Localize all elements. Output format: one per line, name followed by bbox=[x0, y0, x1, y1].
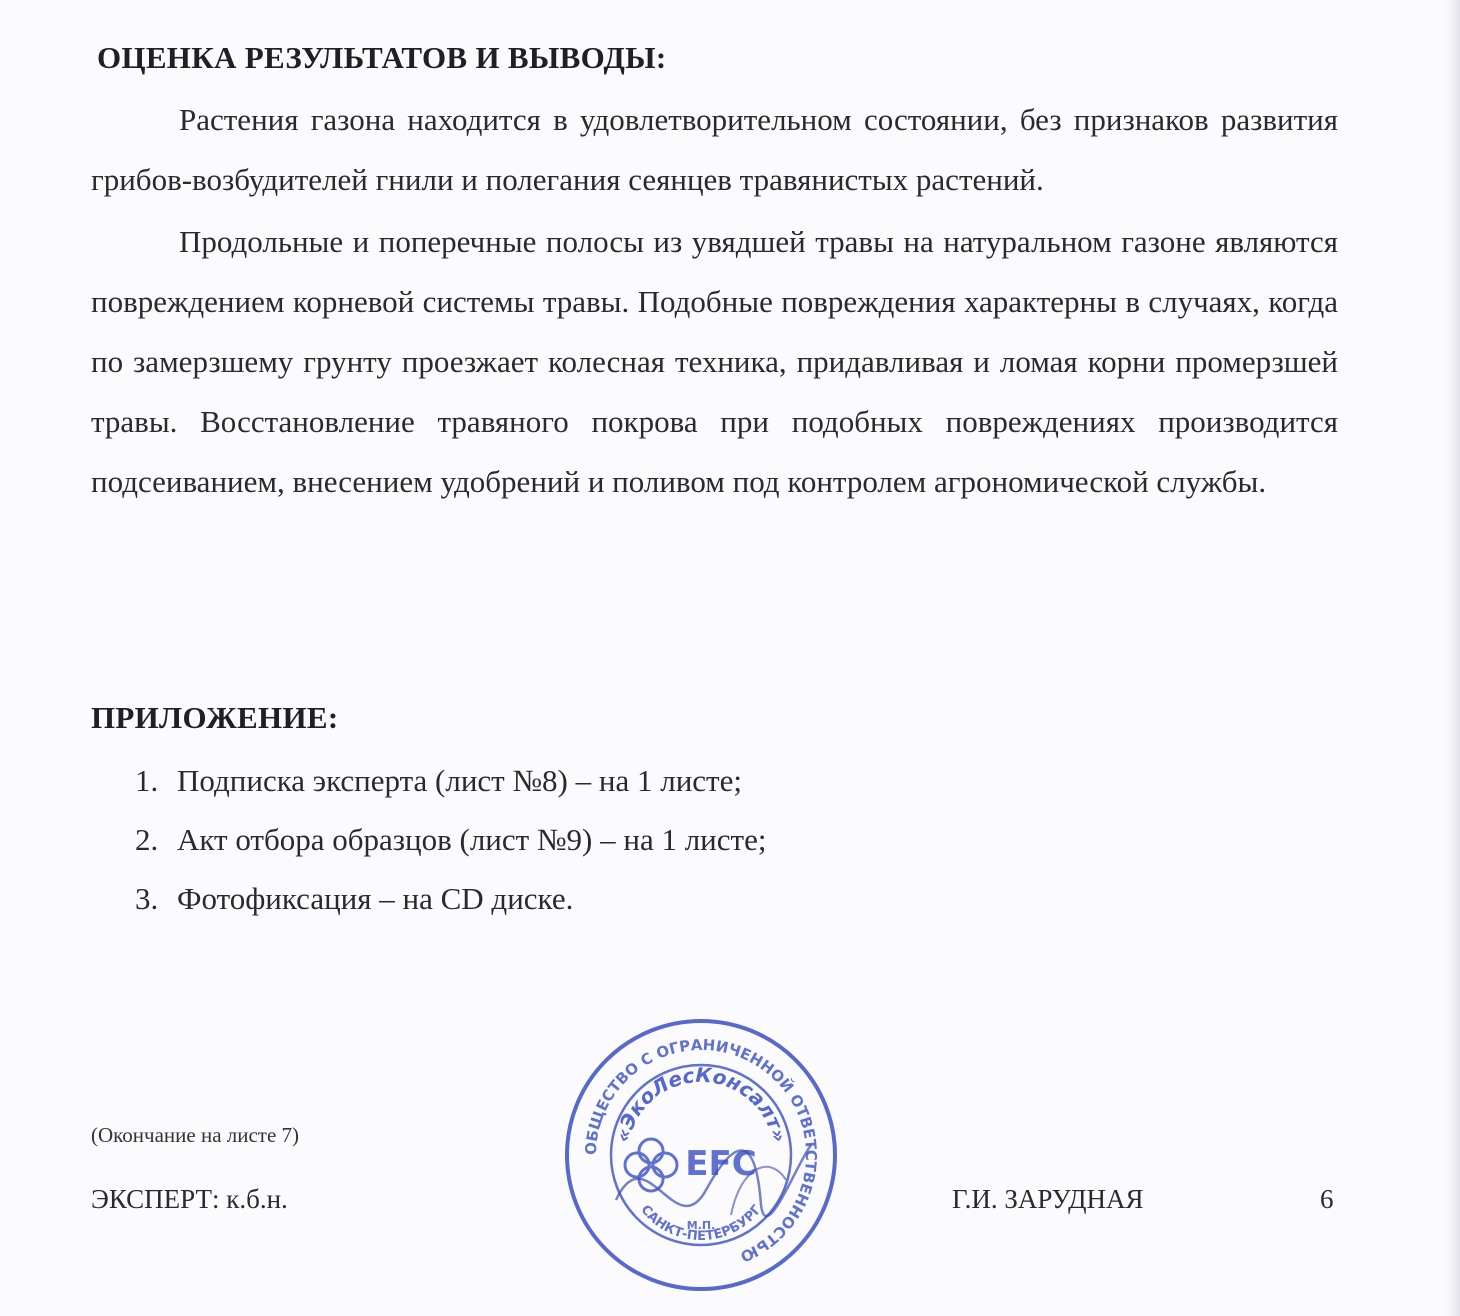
list-item bbox=[135, 872, 766, 931]
paragraph-1-text: Растения газона находится в удовлетворительном состоянии, без признаков развития грибов-возбудителей гнили и полегания сеянцев травянистых растений. bbox=[91, 102, 1338, 197]
company-stamp bbox=[556, 1015, 846, 1295]
paragraph-1 bbox=[91, 90, 1338, 210]
expert-name: Г.И. ЗАРУДНАЯ bbox=[952, 1184, 1144, 1214]
list-item bbox=[135, 813, 766, 872]
page-edge-shadow bbox=[1446, 0, 1460, 1316]
list-item bbox=[135, 754, 766, 813]
paragraph-2-text: Продольные и поперечные полосы из увядшей травы на натуральном газоне являются повреждением корневой системы травы. Подобные повреждения характерны в случаях, когда по замерзшему грунту проезжает колесная техника, придавливая и ломая корни промерзшей травы. Восстановление травяного покрова при подобных повреждениях производится подсеиванием, внесением удобрений и поливом под контролем агрономической службы. bbox=[91, 224, 1338, 499]
conclusions-heading: ОЦЕНКА РЕЗУЛЬТАТОВ И ВЫВОДЫ: bbox=[97, 40, 667, 75]
list-item-text: Фотофиксация – на CD диске. bbox=[177, 881, 574, 916]
appendix-list bbox=[135, 754, 766, 931]
stamp-city-text: САНКТ-ПЕТЕРБУРГ bbox=[637, 1202, 765, 1245]
page-number: 6 bbox=[1320, 1184, 1334, 1214]
paragraph-2 bbox=[91, 212, 1338, 512]
stamp-company-text: «ЭкоЛесКонсалт» bbox=[610, 1062, 792, 1145]
stamp-ring-text: ОБЩЕСТВО С ОГРАНИЧЕННОЙ ОТВЕТСТВЕННОСТЬЮ bbox=[581, 1035, 821, 1266]
list-item-number: 1. bbox=[135, 763, 159, 798]
expert-label: ЭКСПЕРТ: к.б.н. bbox=[91, 1184, 288, 1214]
stamp-logo-text: EFC bbox=[685, 1144, 757, 1184]
list-item-text: Подписка эксперта (лист №8) – на 1 листе; bbox=[177, 763, 742, 798]
list-item-text: Акт отбора образцов (лист №9) – на 1 листе; bbox=[177, 822, 767, 857]
stamp-mp-text: М.П. bbox=[686, 1219, 716, 1232]
continuation-note: (Окончание на листе 7) bbox=[91, 1123, 300, 1147]
list-item-number: 2. bbox=[135, 822, 159, 857]
appendix-heading: ПРИЛОЖЕНИЕ: bbox=[91, 700, 339, 735]
list-item-number: 3. bbox=[135, 881, 159, 916]
